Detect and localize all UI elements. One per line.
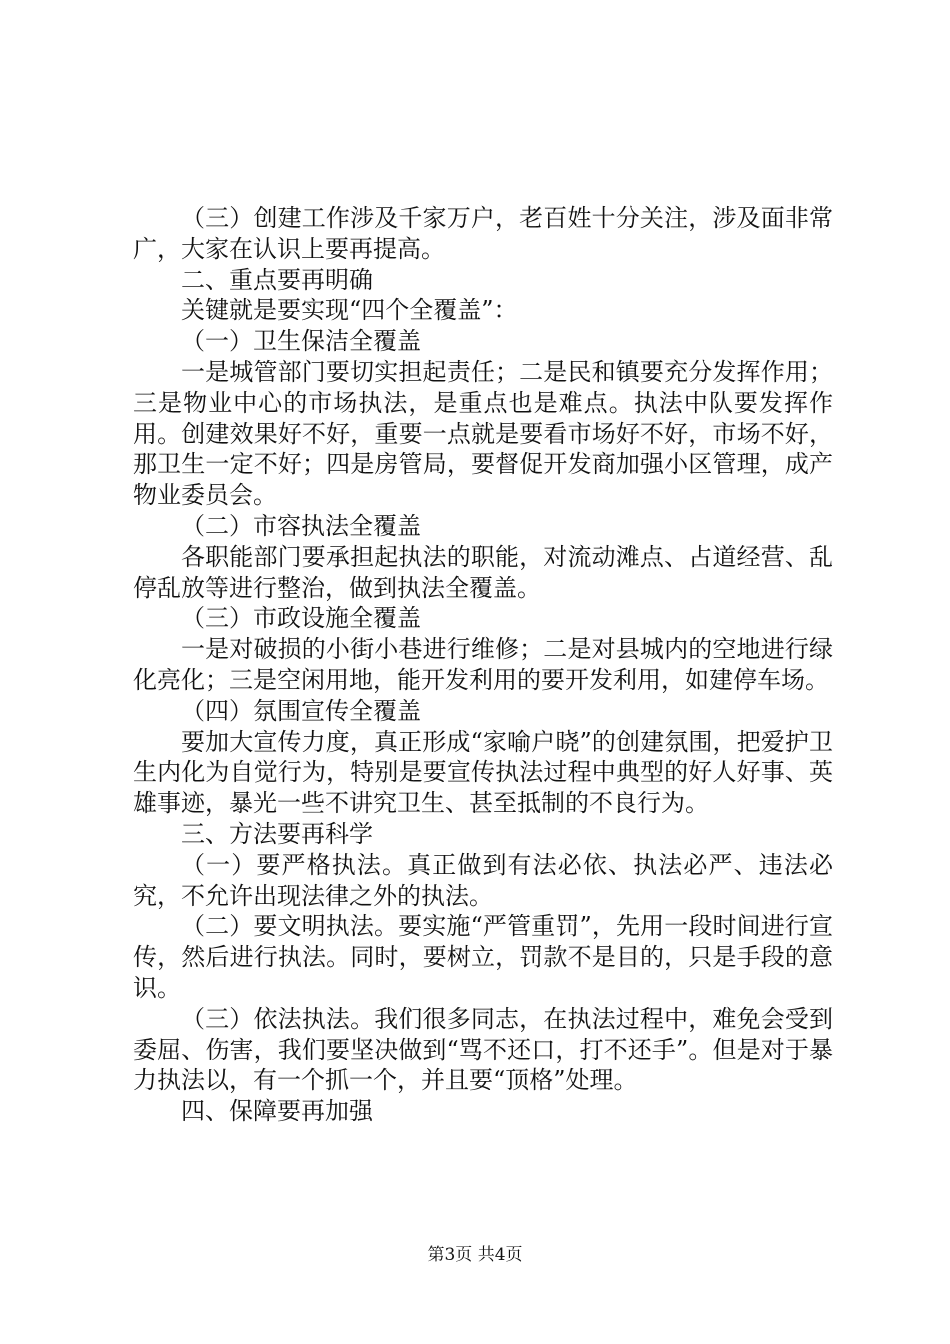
- paragraph-sanitation: 一是城管部门要切实担起责任；二是民和镇要充分发挥作用；三是物业中心的市场执法，是重点也是难点。执法中队要发挥作用。创建效果好不好，重要一点就是要看市场好不好，市场不好，那卫生一定不好；四是房管局，要督促开发商加强小区管理，成产物业委员会。: [133, 357, 833, 510]
- paragraph-publicity: 要加大宣传力度，真正形成“家喻户晓”的创建氛围，把爱护卫生内化为自觉行为，特别是要宣传执法过程中典型的好人好事、英雄事迹，暴光一些不讲究卫生、甚至抵制的不良行为。: [133, 727, 833, 818]
- page-number-footer: 第3页 共4页: [427, 1245, 523, 1265]
- subheading-municipal-facilities: （三）市政设施全覆盖: [181, 604, 421, 633]
- section-heading-support: 四、保障要再加强: [181, 1097, 373, 1126]
- paragraph-city-enforcement: 各职能部门要承担起执法的职能，对流动滩点、占道经营、乱停乱放等进行整治，做到执法全覆盖。: [133, 542, 833, 602]
- section-heading-methods: 三、方法要再科学: [181, 819, 373, 848]
- section-heading-focus: 二、重点要再明确: [181, 265, 373, 294]
- paragraph-four-coverage: 关键就是要实现“四个全覆盖”：: [181, 296, 518, 325]
- paragraph-municipal-facilities: 一是对破损的小街小巷进行维修；二是对县城内的空地进行绿化亮化；三是空闲用地，能开发利用的要开发利用，如建停车场。: [133, 635, 833, 694]
- subheading-publicity: （四）氛围宣传全覆盖: [181, 696, 421, 725]
- paragraph-lawful-enforcement: （三）依法执法。我们很多同志，在执法过程中，难免会受到委屈、伤害，我们要坚决做到“骂不还口，打不还手”。但是对于暴力执法以，有一个抓一个，并且要“顶格”处理。: [133, 1004, 833, 1095]
- paragraph-civil-enforcement: （二）要文明执法。要实施“严管重罚”，先用一段时间进行宣传，然后进行执法。同时，要树立，罚款不是目的，只是手段的意识。: [133, 912, 833, 1002]
- subheading-sanitation: （一）卫生保洁全覆盖: [181, 327, 421, 356]
- subheading-city-enforcement: （二）市容执法全覆盖: [181, 511, 421, 540]
- document-body: [133, 203, 833, 1127]
- paragraph-creation-scope: （三）创建工作涉及千家万户，老百姓十分关注，涉及面非常广，大家在认识上要再提高。: [133, 204, 833, 263]
- paragraph-strict-enforcement: （一）要严格执法。真正做到有法必依、执法必严、违法必究，不允许出现法律之外的执法。: [133, 850, 833, 910]
